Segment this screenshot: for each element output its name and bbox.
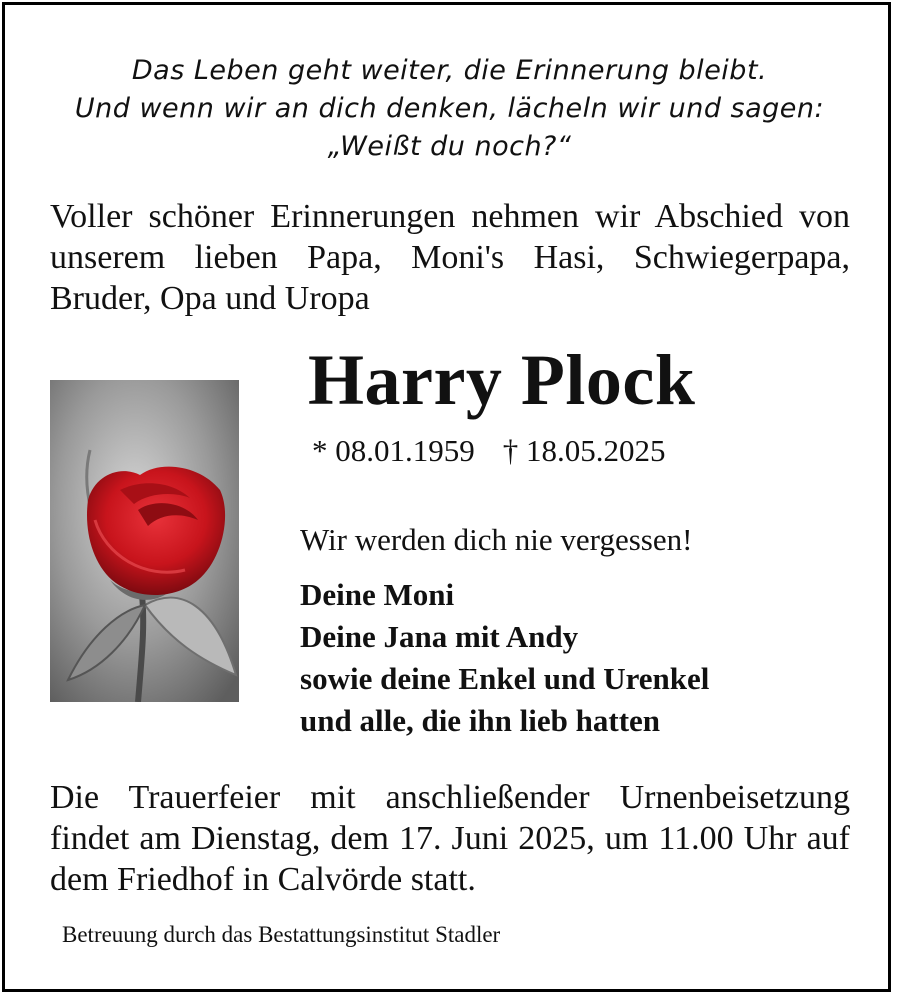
signer-2: Deine Jana mit Andy [300, 619, 579, 654]
rose-photo [50, 380, 239, 702]
quote-line-3: „Weißt du noch?“ [327, 131, 572, 162]
signer-3: sowie deine Enkel und Urenkel [300, 661, 710, 696]
signer-1: Deine Moni [300, 577, 455, 612]
quote-line-2: Und wenn wir an dich denken, lächeln wir und sagen: [74, 93, 825, 124]
funeral-home-credit: Betreuung durch das Bestattungsinstitut Stadler [62, 922, 501, 947]
ceremony-text: Die Trauerfeier mit anschließender Urnenbeisetzung findet am Dienstag, dem 17. Juni 2025, um 11.00 Uhr auf dem Friedhof in Calvörde statt. [50, 779, 850, 898]
deceased-name: Harry Plock [308, 340, 696, 420]
life-dates [312, 432, 694, 470]
motto-text: Wir werden dich nie vergessen! [300, 522, 693, 557]
signers-list [300, 574, 709, 742]
signer-4: und alle, die ihn lieb hatten [300, 703, 661, 738]
death-date: † 18.05.2025 [502, 433, 666, 468]
memorial-quote [30, 52, 869, 166]
quote-line-1: Das Leben geht weiter, die Erinnerung bleibt. [131, 55, 768, 86]
intro-text: Voller schöner Erinnerungen nehmen wir Abschied von unserem lieben Papa, Moni's Hasi, Schwiegerpapa, Bruder, Opa und Uropa [50, 198, 850, 317]
birth-date: * 08.01.1959 [312, 433, 475, 468]
